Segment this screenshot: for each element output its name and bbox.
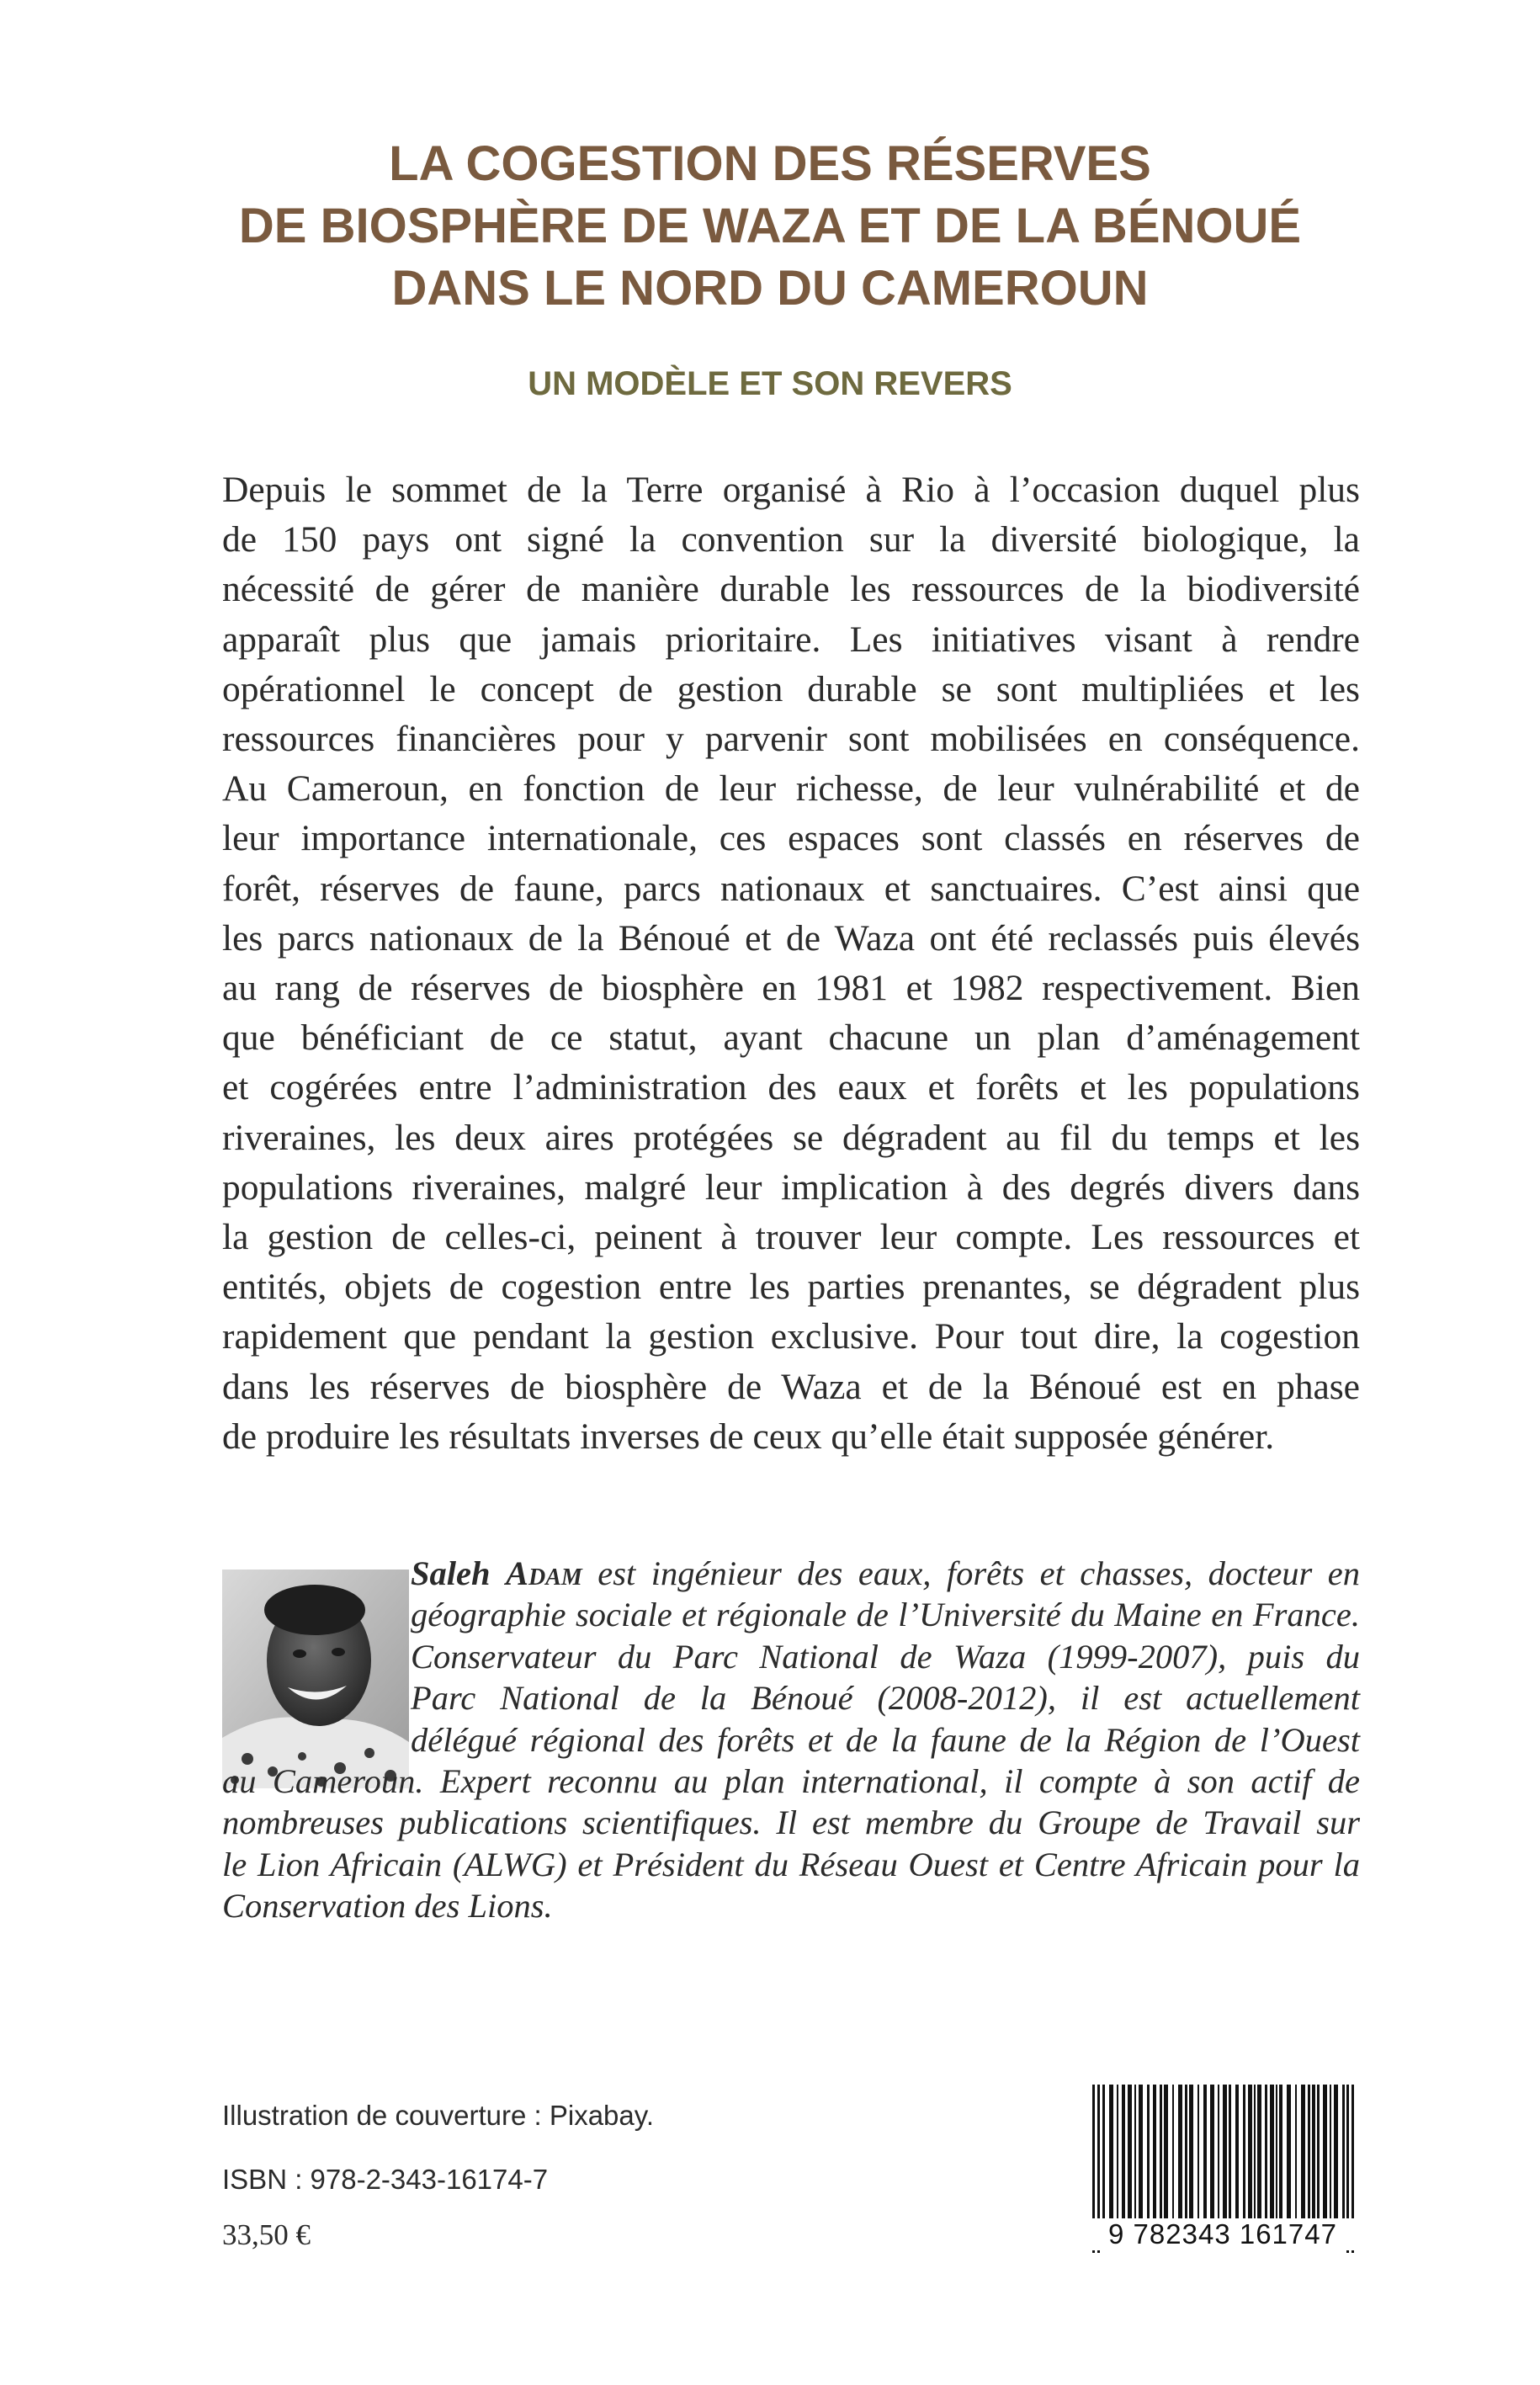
barcode-bar: [1243, 2085, 1245, 2219]
bio-line: délégué régional des forêts et de la faune de la Région de l’Ouest: [411, 1720, 1360, 1759]
barcode-bar: [1257, 2085, 1261, 2219]
barcode-bar: [1254, 2085, 1256, 2219]
title-line: LA COGESTION DES RÉSERVES: [389, 136, 1151, 191]
barcode-bar: [1160, 2085, 1162, 2219]
author-bio: [222, 1553, 1360, 1927]
bio-line: [411, 1553, 1360, 1594]
summary-line: riveraines, les deux aires protégées se dégradent au fil du temps et les: [222, 1117, 1360, 1158]
barcode-bar: [1210, 2085, 1214, 2219]
barcode-bar: [1317, 2085, 1320, 2219]
barcode-bar: [1229, 2085, 1231, 2219]
bio-line: géographie sociale et régionale de l’Université du Maine en France.: [411, 1596, 1360, 1634]
barcode-bar: [1279, 2085, 1282, 2219]
book-title: [151, 133, 1389, 320]
barcode-bar: [1102, 2085, 1105, 2219]
summary-line: Depuis le sommet de la Terre organisé à Rio à l’occasion duquel plus: [222, 470, 1360, 510]
summary-line: entités, objets de cogestion entre les parties prenantes, se dégradent plus: [222, 1267, 1360, 1308]
bio-line: le Lion Africain (ALWG) et Président du Réseau Ouest et Centre Africain pour la: [222, 1845, 1360, 1883]
barcode-bar: [1295, 2085, 1297, 2219]
barcode-bar: [1109, 2085, 1113, 2219]
barcode-bar: [1134, 2085, 1136, 2219]
book-subtitle: UN MODÈLE ET SON REVERS: [528, 365, 1012, 402]
barcode-bar: [1248, 2085, 1252, 2219]
barcode-bar: [1117, 2085, 1118, 2219]
summary-line: ressources financières pour y parvenir sont mobilisées en conséquence.: [222, 719, 1360, 760]
barcode-digits: 9 782343 161747: [1081, 2218, 1365, 2250]
cover-illustration-credit: Illustration de couverture : Pixabay.: [222, 2100, 654, 2131]
summary-line: la gestion de celles-ci, peinent à trouver leur compte. Les ressources et: [222, 1217, 1360, 1258]
summary-line: de 150 pays ont signé la convention sur la diversité biologique, la: [222, 519, 1360, 560]
bio-line: nombreuses publications scientifiques. Il est membre du Groupe de Travail sur: [222, 1803, 1360, 1842]
bio-text: est ingénieur des eaux, forêts et chasses, docteur en: [581, 1554, 1360, 1592]
barcode-bar: [1270, 2085, 1274, 2219]
summary-line: nécessité de gérer de manière durable les ressources de la biodiversité: [222, 569, 1360, 610]
summary-line: Au Cameroun, en fonction de leur richesse, de leur vulnérabilité et de: [222, 768, 1360, 810]
barcode-bar: [1128, 2085, 1132, 2219]
summary-line: opérationnel le concept de gestion durable se sont multipliées et les: [222, 668, 1360, 709]
summary-line: que bénéficiant de ce statut, ayant chacune un plan d’aménagement: [222, 1017, 1360, 1059]
summary-line: au rang de réserves de biosphère en 1981 et 1982 respectivement. Bien: [222, 968, 1360, 1009]
barcode-bar: [1139, 2085, 1143, 2219]
summary-line: leur importance internationale, ces espaces sont classés en réserves de: [222, 818, 1360, 859]
barcode-bar: [1235, 2085, 1239, 2219]
barcode-bar: [1323, 2085, 1327, 2219]
title-line: DANS LE NORD DU CAMEROUN: [391, 261, 1149, 316]
summary-paragraph: [222, 465, 1360, 1462]
barcode-bar: [1287, 2085, 1291, 2219]
isbn: ISBN : 978-2-343-16174-7: [222, 2164, 549, 2195]
barcode-bar: [1147, 2085, 1150, 2219]
summary-line: populations riveraines, malgré leur implication à des degrés divers dans: [222, 1166, 1360, 1208]
author-surname: Adam: [506, 1554, 582, 1592]
bio-line: Parc National de la Bénoué (2008-2012), il est actuellement: [411, 1679, 1360, 1718]
barcode-bar: [1164, 2085, 1168, 2219]
barcode-bar: [1203, 2085, 1207, 2219]
summary-line: et cogérées entre l’administration des eaux et forêts et les populations: [222, 1067, 1360, 1108]
summary-line: apparaît plus que jamais prioritaire. Les initiatives visant à rendre: [222, 619, 1360, 660]
barcode-bar: [1122, 2085, 1125, 2219]
barcode-bar: [1172, 2085, 1174, 2219]
summary-line: rapidement que pendant la gestion exclusive. Pour tout dire, la cogestion: [222, 1316, 1360, 1357]
bio-line: Conservation des Lions.: [222, 1887, 553, 1926]
bio-line: Conservateur du Parc National de Waza (1999-2007), puis du: [411, 1637, 1360, 1676]
title-line: DE BIOSPHÈRE DE WAZA ET DE LA BÉNOUÉ: [238, 199, 1302, 253]
barcode-bar: [1178, 2085, 1182, 2219]
barcode-bar: [1342, 2085, 1345, 2219]
barcode-bar: [1330, 2085, 1331, 2219]
barcode-bar: [1276, 2085, 1277, 2219]
barcode-bar: [1218, 2085, 1219, 2219]
barcode-bar: [1308, 2085, 1310, 2219]
summary-line: de produire les résultats inverses de ceux qu’elle était supposée générer.: [222, 1416, 1275, 1457]
barcode-bar: [1312, 2085, 1315, 2219]
barcode-bar: [1223, 2085, 1227, 2219]
barcode-bar: [1265, 2085, 1267, 2219]
bio-line: au Cameroun. Expert reconnu au plan international, il compte à son actif de: [222, 1762, 1360, 1801]
summary-line: dans les réserves de biosphère de Waza et de la Bénoué est en phase: [222, 1366, 1360, 1407]
author-first-name: Saleh: [411, 1554, 491, 1592]
summary-line: forêt, réserves de faune, parcs nationaux et sanctuaires. C’est ainsi que: [222, 868, 1360, 909]
price: 33,50 €: [222, 2218, 311, 2251]
barcode-bar: [1185, 2085, 1187, 2219]
barcode-bar: [1189, 2085, 1193, 2219]
barcode-bar: [1301, 2085, 1305, 2219]
barcode-bar: [1334, 2085, 1338, 2219]
summary-line: les parcs nationaux de la Bénoué et de Waza ont été reclassés puis élevés: [222, 917, 1360, 959]
barcode-bar: [1197, 2085, 1199, 2219]
barcode-bar: [1153, 2085, 1156, 2219]
